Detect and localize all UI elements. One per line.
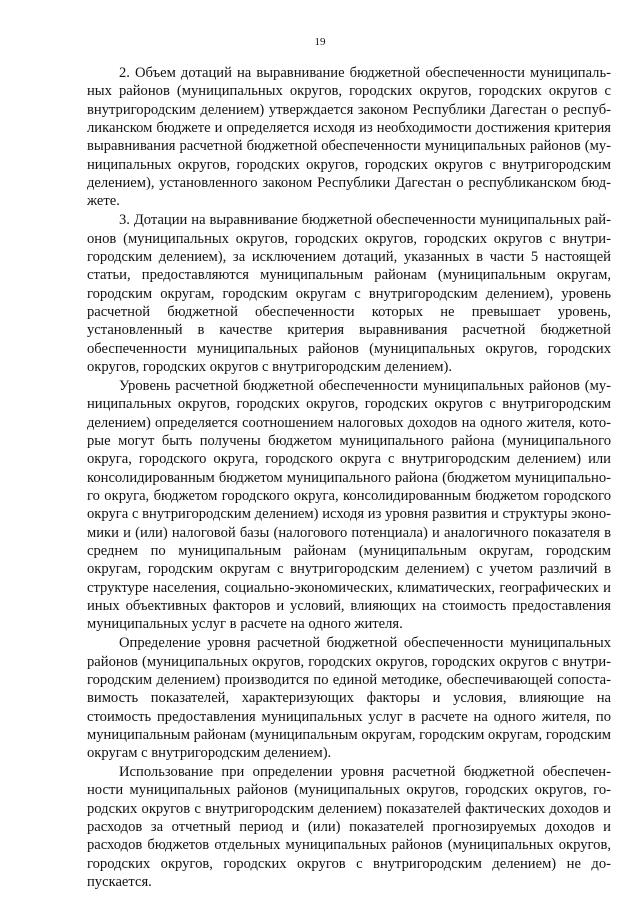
paragraph-unified-methodology: Определение уровня расчетной бюджетной обеспеченности муниципальных районов (муниципальных округов, городских округов, городских округов с внутригородским делением) производится по единой методике, обеспечивающей сопоставимость показателей, характеризующих факторы и условия, влияющие на стоимость предоставления муниципальных услуг в расчете на одного жителя, по муниципальным районам (муниципальным округам, городским округам, городским округам с внутригородским делением). <box>87 635 611 762</box>
paragraph-fiscal-capacity-level: Уровень расчетной бюджетной обеспеченности муниципальных районов (муниципальных округов, городских округов, городских округов с внутригородским делением) определяется соотношением налоговых доходов на одного жителя, которые могут быть получены бюджетом муниципального района (муниципального округа, городского округа, городского округа с внутригородским делением) или консолидированным бюджетом муниципального района (бюджетом муниципального округа, бюджетом городского округа, консолидированным бюджетом городского округа с внутригородским делением) исходя из уровня развития и структуры экономики и (или) налоговой базы (налогового потенциала) и аналогичного показателя в среднем по муниципальным районам (муниципальным округам, городским округам, городским округам с внутригородским делением) с учетом различий в структуре населения, социально-экономических, климатических, географических и иных объективных факторов и условий, влияющих на стоимость предоставления муниципальных услуг в расчете на одного жителя. <box>87 377 611 633</box>
page-number: 19 <box>314 36 326 48</box>
paragraph-2-subsidy-volume: 2. Объем дотаций на выравнивание бюджетной обеспеченности муниципальных районов (муниципальных округов, городских округов, городских округов с внутригородским делением) утверждается законом Республики Дагестан о республиканском бюджете и определяется исходя из необходимости достижения критерия выравнивания расчетной бюджетной обеспеченности муниципальных районов (муниципальных округов, городских округов, городских округов с внутригородским делением), установленного законом Республики Дагестан о республиканском бюджете. <box>87 65 611 210</box>
paragraph-actual-indicators-prohibited: Использование при определении уровня расчетной бюджетной обеспеченности муниципальных районов (муниципальных округов, городских округов, городских округов с внутригородским делением) показателей фактических доходов и расходов за отчетный период и (или) показателей прогнозируемых доходов и расходов бюджетов отдельных муниципальных районов (муниципальных округов, городских округов, городских округов с внутригородским делением) не допускается. <box>87 764 611 891</box>
paragraph-3-subsidy-provision: 3. Дотации на выравнивание бюджетной обеспеченности муниципальных районов (муниципальных округов, городских округов, городских округов с внутригородским делением), за исключением дотаций, указанных в части 5 настоящей статьи, предоставляются муниципальным районам (муниципальным округам, городским округам, городским округам с внутригородским делением), уровень расчетной бюджетной обеспеченности которых не превышает уровень, установленный в качестве критерия выравнивания расчетной бюджетной обеспеченности муниципальных районов (муниципальных округов, городских округов, городских округов с внутригородским делением). <box>87 212 611 375</box>
document-body <box>87 64 611 892</box>
